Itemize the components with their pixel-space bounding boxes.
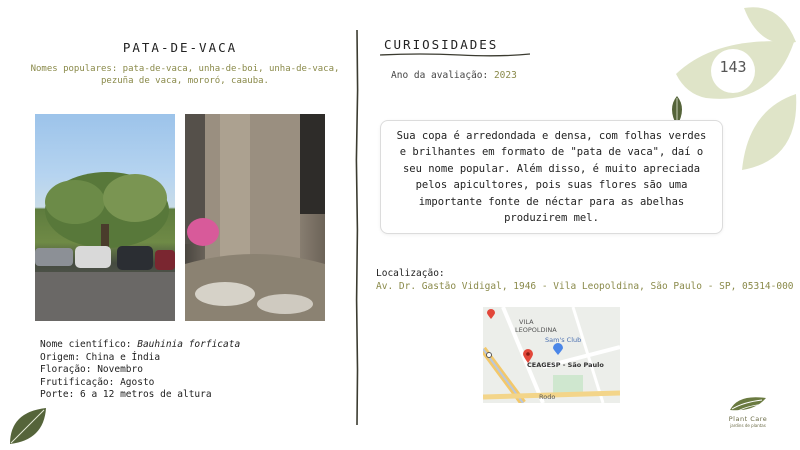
location-label: Localização: bbox=[376, 268, 445, 279]
map-pin-label: CEAGESP - São Paulo bbox=[527, 361, 604, 369]
map-district-line2: LEOPOLDINA bbox=[515, 326, 557, 334]
trunk-photo-illustration bbox=[185, 114, 325, 321]
scientific-label: Nome científico: bbox=[40, 339, 138, 350]
size: Porte: 6 a 12 metros de altura bbox=[40, 389, 212, 401]
curiosities-heading: CURIOSIDADES bbox=[384, 37, 499, 52]
store-pin-icon bbox=[553, 343, 563, 355]
fruiting: Frutificação: Agosto bbox=[40, 376, 155, 388]
tree-photo bbox=[35, 114, 175, 321]
year-value: 2023 bbox=[493, 70, 517, 81]
curiosity-text: Sua copa é arredondada e densa, com folhas verdes e brilhantes em formato de "pata de vaca", daí o seu nome popular. Além disso, é muito apreciada pelos apicultores, pois suas flores são uma importante fonte de néctar para as abelhas produzirem mel. bbox=[396, 129, 707, 224]
plant-care-logo bbox=[718, 415, 778, 428]
map-district-line1: VILA bbox=[519, 318, 534, 326]
map-roads bbox=[483, 307, 620, 403]
plant-care-logo-icon bbox=[728, 392, 768, 414]
map-store-label: Sam's Club bbox=[545, 336, 582, 344]
year-label: Ano da avaliação: bbox=[391, 70, 494, 81]
vertical-divider bbox=[355, 30, 359, 425]
heading-underline bbox=[380, 52, 530, 58]
map-road-label: Rodo bbox=[539, 393, 556, 401]
location-map[interactable] bbox=[483, 307, 620, 403]
scientific-name: Bauhinia forficata bbox=[137, 339, 241, 350]
location-address: Av. Dr. Gastão Vidigal, 1946 - Vila Leopoldina, São Paulo - SP, 05314-000 bbox=[376, 281, 794, 292]
origin: Origem: China e Índia bbox=[40, 351, 161, 363]
curiosity-card bbox=[380, 120, 723, 234]
plant-facts bbox=[40, 339, 240, 402]
evaluation-year bbox=[391, 70, 517, 81]
flowering: Floração: Novembro bbox=[40, 364, 143, 376]
leaf-icon bbox=[8, 406, 48, 446]
plant-title: PATA-DE-VACA bbox=[122, 40, 238, 55]
plant-number: 143 bbox=[719, 58, 747, 76]
logo-tagline: jardins de plantas bbox=[730, 423, 766, 428]
logo-name: Plant Care bbox=[728, 415, 768, 423]
trunk-photo bbox=[185, 114, 325, 321]
scientific-name-row bbox=[40, 339, 240, 352]
tree-photo-illustration bbox=[35, 114, 175, 321]
leaf-icon bbox=[738, 90, 798, 175]
popular-names: Nomes populares: pata-de-vaca, unha-de-boi, unha-de-vaca, pezuña de vaca, mororó, caauba. bbox=[30, 64, 340, 86]
poi-pin-icon bbox=[487, 309, 495, 319]
